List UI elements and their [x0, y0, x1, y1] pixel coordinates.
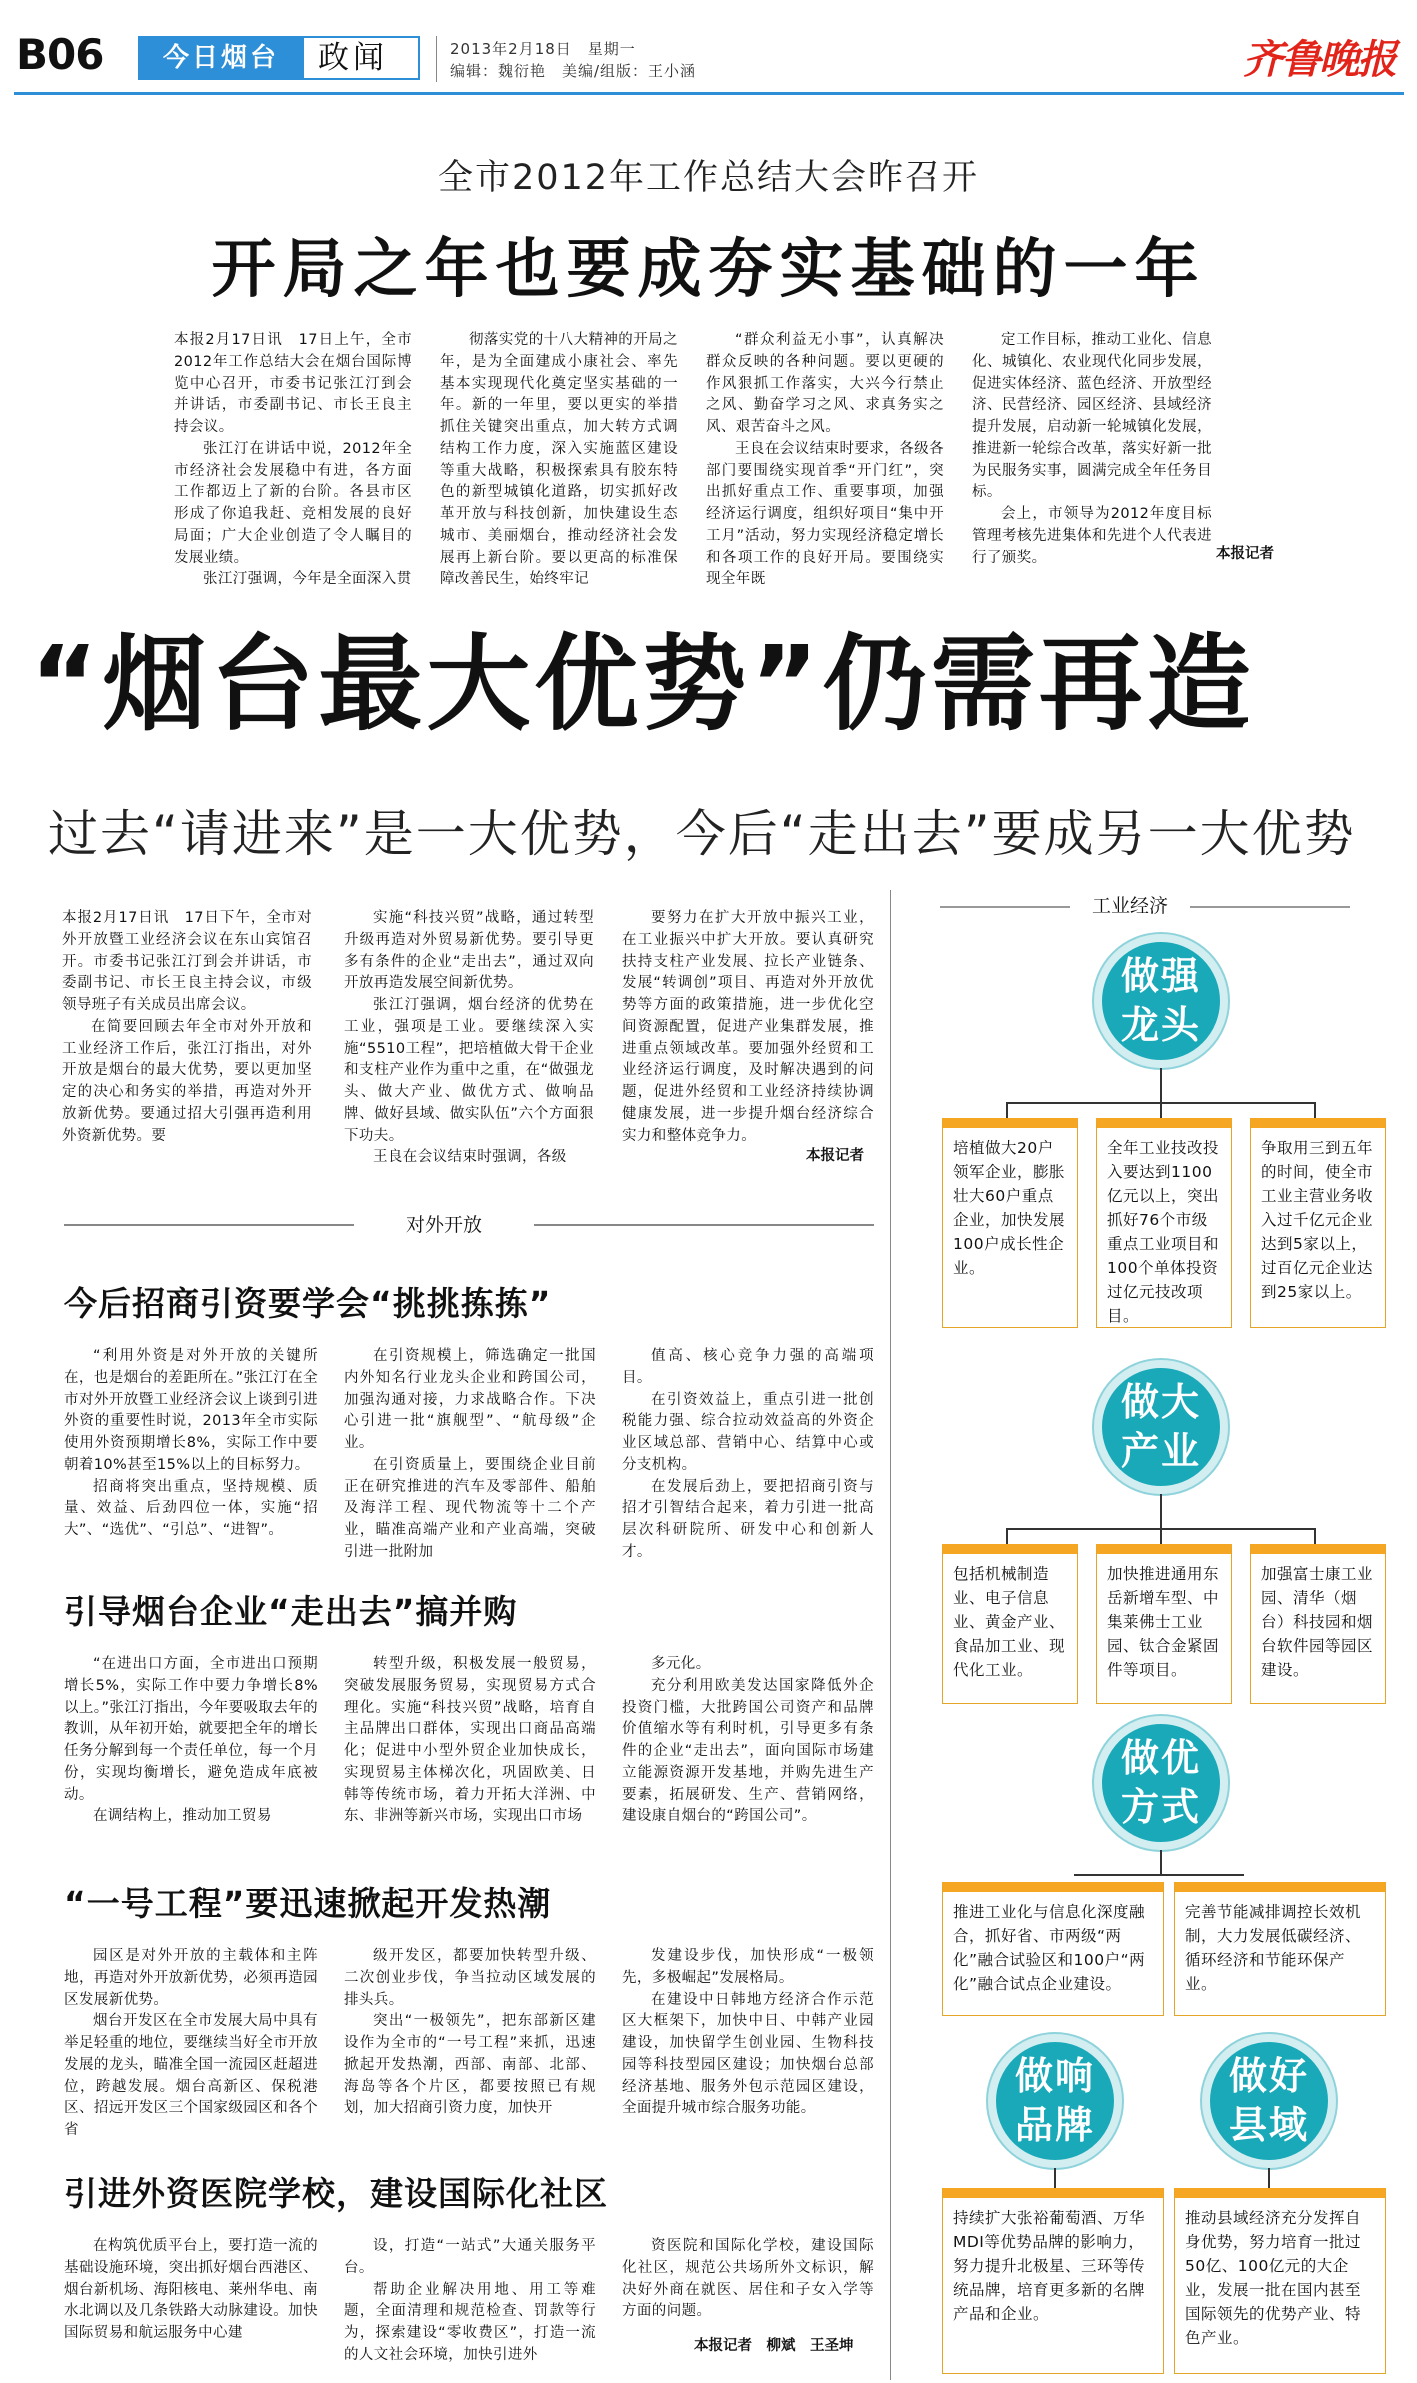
card-industry-1: 包括机械制造业、电子信息业、黄金产业、食品加工业、现代化工业。 [942, 1544, 1078, 1704]
circle-line: 产业 [1120, 1429, 1201, 1473]
circle-line: 做好 [1228, 2053, 1309, 2098]
circle-line: 方式 [1120, 1785, 1201, 1829]
article2-subtitle: 过去“请进来”是一大优势，今后“走出去”要成另一大优势 [48, 805, 1356, 863]
paragraph: 本报2月17日讯 17日下午，全市对外开放暨工业经济会议在东山宾馆召开。市委书记张江汀到会并讲话，市委副书记、市长王良主持会议，市级领导班子有关成员出席会议。 [62, 910, 312, 1013]
circle-line: 做强 [1120, 953, 1201, 998]
paragraph: 充分利用欧美发达国家降低外企投资门槛，大批跨国公司资产和品牌价值缩水等有利时机，引导更多有条件的企业“走出去”，面向国际市场建立能源资源开发基地，并购先进生产要素，拓展研发、生产、营销网络，建设康自烟台的“跨国公司”。 [622, 1677, 874, 1825]
paragraph: 在建设中日韩地方经济合作示范区大框架下，加快中日、中韩产业园建设，加快留学生创业园、生物科技园等科技型园区建设；加快烟台总部经济基地、服务外包示范园区建设，全面提升城市综合服务功能。 [622, 1991, 874, 2117]
paragraph: 在调结构上，推动加工贸易 [93, 1808, 272, 1825]
article1-column [972, 330, 1212, 566]
infographic-label: 工业经济 [1091, 895, 1168, 917]
sub3-column [64, 1946, 318, 2138]
paragraph: 发建设步伐，加快形成“一极领先，多极崛起”发展格局。 [622, 1948, 874, 1986]
card-mode-2: 完善节能减排调控长效机制，大力发展低碳经济、循环经济和节能环保产业。 [1174, 1882, 1386, 2016]
connector [1006, 1528, 1008, 1544]
article2-headline: “烟台最大优势”仍需再造 [30, 623, 1255, 745]
page-number: B06 [16, 30, 104, 79]
article1-headline: 开局之年也要成夯实基础的一年 [211, 232, 1206, 307]
paragraph: 本报2月17日讯 17日上午，全市2012年工作总结大会在烟台国际博览中心召开，市委书记张江汀到会并讲话，市委副书记、市长王良主持会议。 [174, 332, 412, 435]
connector [1160, 1494, 1162, 1528]
paragraph: 资医院和国际化学校，建设国际化社区，规范公共场所外文标识，解决好外商在就医、居住和子女入学等方面的问题。 [622, 2238, 874, 2320]
circle-strong-leaders [1094, 934, 1228, 1068]
paragraph: 张江汀在讲话中说，2012年全市经济社会发展稳中有进，各方面工作都迈上了新的台阶。各县市区形成了你追我赶、竞相发展的良好局面；广大企业创造了令人瞩目的发展业绩。 [174, 440, 412, 566]
sub2-column [622, 1654, 874, 1864]
connector [1160, 1102, 1162, 1118]
article1-column [706, 330, 944, 588]
connector [1160, 1068, 1162, 1102]
card-leaders-3: 争取用三到五年的时间，使全市工业主营业务收入过千亿元企业达到5家以上，过百亿元企业达到25家以上。 [1250, 1118, 1386, 1328]
connector [1160, 1850, 1162, 1874]
paragraph: 彻落实党的十八大精神的开局之年，是为全面建成小康社会、率先基本实现现代化奠定坚实基础的一年。新的一年里，要以更实的举措抓住关键突出重点，加大转方式调结构工作力度，深入实施蓝区建设等重大战略，积极探索具有胶东特色的新型城镇化道路，切实抓好改革开放与科技创新，加快建设生态城市、美丽烟台，推动经济社会发展再上新台阶。要以更高的标准保障改善民生，始终牢记 [440, 332, 678, 588]
article1-byline: 本报记者 [1216, 546, 1274, 562]
section-label-opening: 对外开放 [405, 1214, 482, 1236]
paragraph: 在简要回顾去年全市对外开放和工业经济工作后，张江汀指出，对外开放是烟台的最大优势，要以更加坚定的决心和务实的举措，再造对外开放新优势。要通过招大引强再造利用外资新优势。要 [62, 1018, 312, 1144]
paragraph: 实施“科技兴贸”战略，通过转型升级再造对外贸易新优势。要引导更多有条件的企业“走出去”，通过双向开放再造发展空间新优势。 [344, 910, 594, 992]
header-rule [14, 92, 1404, 95]
paragraph: 要努力在扩大开放中振兴工业，在工业振兴中扩大开放。要认真研究扶持支柱产业发展、拉长产业链条、发展“转调创”项目、再造对外开放优势等方面的政策措施，进一步优化空间资源配置，促进产业集群发展，推进重点领域改革。要加强外经贸和工业经济运行调度，及时解决遇到的问题，促进外经贸和工业经济持续协调健康发展，进一步提升烟台经济综合实力和整体竞争力。 [622, 910, 874, 1144]
subhead-international-community: 引进外资医院学校，建设国际化社区 [64, 2174, 608, 2213]
sub1-column [64, 1346, 318, 1560]
section-tab[interactable]: 今日烟台 [138, 36, 304, 80]
section-rule-left [64, 1224, 354, 1226]
sub2-column [64, 1654, 318, 1864]
paragraph: 张江汀强调，今年是全面深入贯 [203, 571, 412, 588]
subhead-project-one: “一号工程”要迅速掀起开发热潮 [64, 1884, 552, 1923]
card-leaders-1: 培植做大20户领军企业，膨胀壮大60户重点企业，加快发展100户成长性企业。 [942, 1118, 1078, 1328]
paragraph: 设，打造“一站式”大通关服务平台。 [344, 2238, 596, 2276]
paragraph: 级开发区，都要加快转型升级、二次创业步伐，争当拉动区域发展的排头兵。 [344, 1948, 596, 2008]
paragraph: 在构筑优质平台上，要打造一流的基础设施环境，突出抓好烟台西港区、烟台新机场、海阳核电、莱州华电、南水北调以及几条铁路大动脉建设。加快国际贸易和航运服务中心建 [64, 2238, 318, 2341]
paragraph: “在进出口方面，全市进出口预期增长5%，实际工作中要力争增长8%以上。”张江汀指出，今年要吸取去年的教训，从年初开始，就要把全年的增长任务分解到每一个责任单位，每一个月份，实现均衡增长，避免造成年底被动。 [64, 1656, 318, 1803]
connector [1314, 1528, 1316, 1544]
sub4-column [64, 2236, 318, 2356]
subhead-investment: 今后招商引资要学会“挑挑拣拣” [64, 1284, 552, 1323]
connector [1160, 1528, 1162, 1544]
circle-brands [988, 2034, 1122, 2168]
section-rule-right [534, 1224, 874, 1226]
circle-counties [1202, 2034, 1336, 2168]
article1-column [174, 330, 412, 588]
paragraph: 烟台开发区在全市发展大局中具有举足轻重的地位，要继续当好全市开放发展的龙头，瞄准全国一流园区赶超进位，跨越发展。烟台高新区、保税港区、招远开发区三个国家级园区和各个省 [64, 2013, 318, 2138]
sub4-column [344, 2236, 596, 2363]
column-divider [890, 890, 891, 2380]
paragraph: 多元化。 [651, 1656, 711, 1672]
circle-big-industry [1094, 1360, 1228, 1494]
issue-date: 2013年2月18日 星期一 [450, 40, 636, 58]
sub3-column [622, 1946, 874, 2126]
paragraph: 在引资规模上，筛选确定一批国内外知名行业龙头企业和跨国公司，加强沟通对接，力求战略合作。下决心引进一批“旗舰型”、“航母级”企业。 [344, 1348, 596, 1451]
paragraph: 王良在会议结束时要求，各级各部门要围绕实现首季“开门红”，突出抓好重点工作、重要事项，加强经济运行调度，组织好项目“集中开工月”活动，努力实现经济稳定增长和各项工作的良好开局。要围绕实现全年既 [706, 440, 944, 588]
card-industry-2: 加快推进通用东岳新增车型、中集莱佛士工业园、钛合金紧固件等项目。 [1096, 1544, 1232, 1704]
paragraph: 转型升级，积极发展一般贸易，突破发展服务贸易，实现贸易方式合理化。实施“科技兴贸”战略，培育自主品牌出口群体，实现出口商品高端化；促进中小型外贸企业加快成长，实现贸易主体梯次化，巩固欧美、日韩等传统市场，着力开拓大洋洲、中东、非洲等新兴市场，实现出口市场 [344, 1656, 596, 1825]
paragraph: 招商将突出重点，坚持规模、质量、效益、后劲四位一体，实施“招大”、“选优”、“引总”、“进智”。 [64, 1478, 318, 1538]
article2-intro-column [344, 908, 594, 1168]
circle-line: 做响 [1014, 2053, 1095, 2098]
paragraph: 张江汀强调，烟台经济的优势在工业，强项是工业。要继续深入实施“5510工程”，把培植做大骨干企业和支柱产业作为重中之重，在“做强龙头、做大产业、做优方式、做响品牌、做好县域、做实队伍”六个方面狠下功夫。 [344, 997, 594, 1144]
paragraph: “群众利益无小事”，认真解决群众反映的各种问题。要以更硬的作风狠抓工作落实，大兴今行禁止之风、勤奋学习之风、求真务实之风、艰苦奋斗之风。 [706, 332, 944, 435]
connector [1314, 1102, 1316, 1118]
circle-line: 做优 [1120, 1735, 1201, 1780]
paragraph: 在发展后劲上，要把招商引资与招才引智结合起来，着力引进一批高层次科研院所、研发中心和创新人才。 [622, 1478, 874, 1560]
infographic-rule-left [940, 906, 1070, 908]
paragraph: 在引资质量上，要围绕企业目前正在研究推进的汽车及零部件、船舶及海洋工程、现代物流等十二个产业，瞄准高端产业和产业高端，突破引进一批附加 [344, 1456, 596, 1560]
card-mode-1: 推进工业化与信息化深度融合，抓好省、市两级“两化”融合试验区和100户“两化”融合试点企业建设。 [942, 1882, 1164, 2016]
sub2-column [344, 1654, 596, 1864]
circle-line: 县域 [1228, 2103, 1309, 2147]
article2-intro-column [62, 908, 312, 1168]
newspaper-logo: 齐鲁晚报 [1243, 36, 1395, 83]
paragraph: “利用外资是对外开放的关键所在，也是烟台的差距所在。”张江汀在全市对外开放暨工业经济会议上谈到引进外资的重要性时说，2013年全市实际使用外资预期增长8%，实际工作中要朝着10%甚至15%以上的目标努力。 [64, 1348, 318, 1473]
connector [1074, 1874, 1244, 1876]
article2-intro-column [622, 908, 874, 1142]
paragraph: 王良在会议结束时强调，各级 [373, 1149, 567, 1166]
connector [1054, 2168, 1056, 2188]
circle-line: 龙头 [1120, 1003, 1201, 1047]
subhead-go-global: 引导烟台企业“走出去”搞并购 [64, 1592, 518, 1631]
paragraph: 突出“一极领先”，把东部新区建设作为全市的“一号工程”来抓，迅速掀起开发热潮，西部、南部、北部、海岛等各个片区，都要按照已有规划，加大招商引资力度，加快开 [344, 2013, 596, 2117]
paragraph: 值高、核心竞争力强的高端项目。 [622, 1348, 874, 1386]
header-divider [436, 36, 437, 82]
article1-subtitle: 全市2012年工作总结大会昨召开 [437, 158, 980, 198]
card-leaders-2: 全年工业技改投入要达到1100亿元以上，突出抓好76个市级重点工业项目和100个单体投资过亿元技改项目。 [1096, 1118, 1232, 1328]
sub3-column [344, 1946, 596, 2126]
circle-line: 做大 [1120, 1379, 1201, 1424]
connector [1006, 1102, 1008, 1118]
connector [1268, 2168, 1270, 2188]
editors-credit: 编辑：魏衍艳 美编/组版：王小涵 [450, 62, 697, 80]
paragraph: 帮助企业解决用地、用工等难题，全面清理和规范检查、罚款等行为，探索建设“零收费区”，打造一流的人文社会环境，加快引进外 [344, 2281, 596, 2363]
sub1-column [344, 1346, 596, 1560]
card-counties: 推动县域经济充分发挥自身优势，努力培育一批过50亿、100亿元的大企业，发展一批在国内甚至国际领先的优势产业、特色产业。 [1174, 2188, 1386, 2374]
sub4-column [622, 2236, 874, 2326]
paragraph: 定工作目标，推动工业化、信息化、城镇化、农业现代化同步发展，促进实体经济、蓝色经济、开放型经济、民营经济、园区经济、县域经济提升发展，启动新一轮城镇化发展，推进新一轮综合改革，落实好新一批为民服务实事，圆满完成全年任务目标。 [972, 332, 1212, 501]
infographic-rule-right [1190, 906, 1350, 908]
paragraph: 在引资效益上，重点引进一批创税能力强、综合拉动效益高的外资企业区域总部、营销中心、结算中心或分支机构。 [622, 1391, 874, 1473]
section-name: 政闻 [318, 40, 388, 76]
circle-better-mode [1094, 1716, 1228, 1850]
article2-byline: 本报记者 [806, 1148, 864, 1164]
card-industry-3: 加强富士康工业园、清华（烟台）科技园和烟台软件园等园区建设。 [1250, 1544, 1386, 1704]
sub1-column [622, 1346, 874, 1560]
sub4-byline: 本报记者 柳斌 王圣坤 [694, 2338, 854, 2354]
paragraph: 园区是对外开放的主载体和主阵地，再造对外开放新优势，必须再造园区发展新优势。 [64, 1948, 318, 2008]
article1-column [440, 330, 678, 588]
circle-line: 品牌 [1014, 2103, 1095, 2147]
paragraph: 会上，市领导为2012年度目标管理考核先进集体和先进个人代表进行了颁奖。 [972, 506, 1212, 566]
card-brands: 持续扩大张裕葡萄酒、万华MDI等优势品牌的影响力，努力提升北极星、三环等传统品牌，培育更多新的名牌产品和企业。 [942, 2188, 1164, 2374]
